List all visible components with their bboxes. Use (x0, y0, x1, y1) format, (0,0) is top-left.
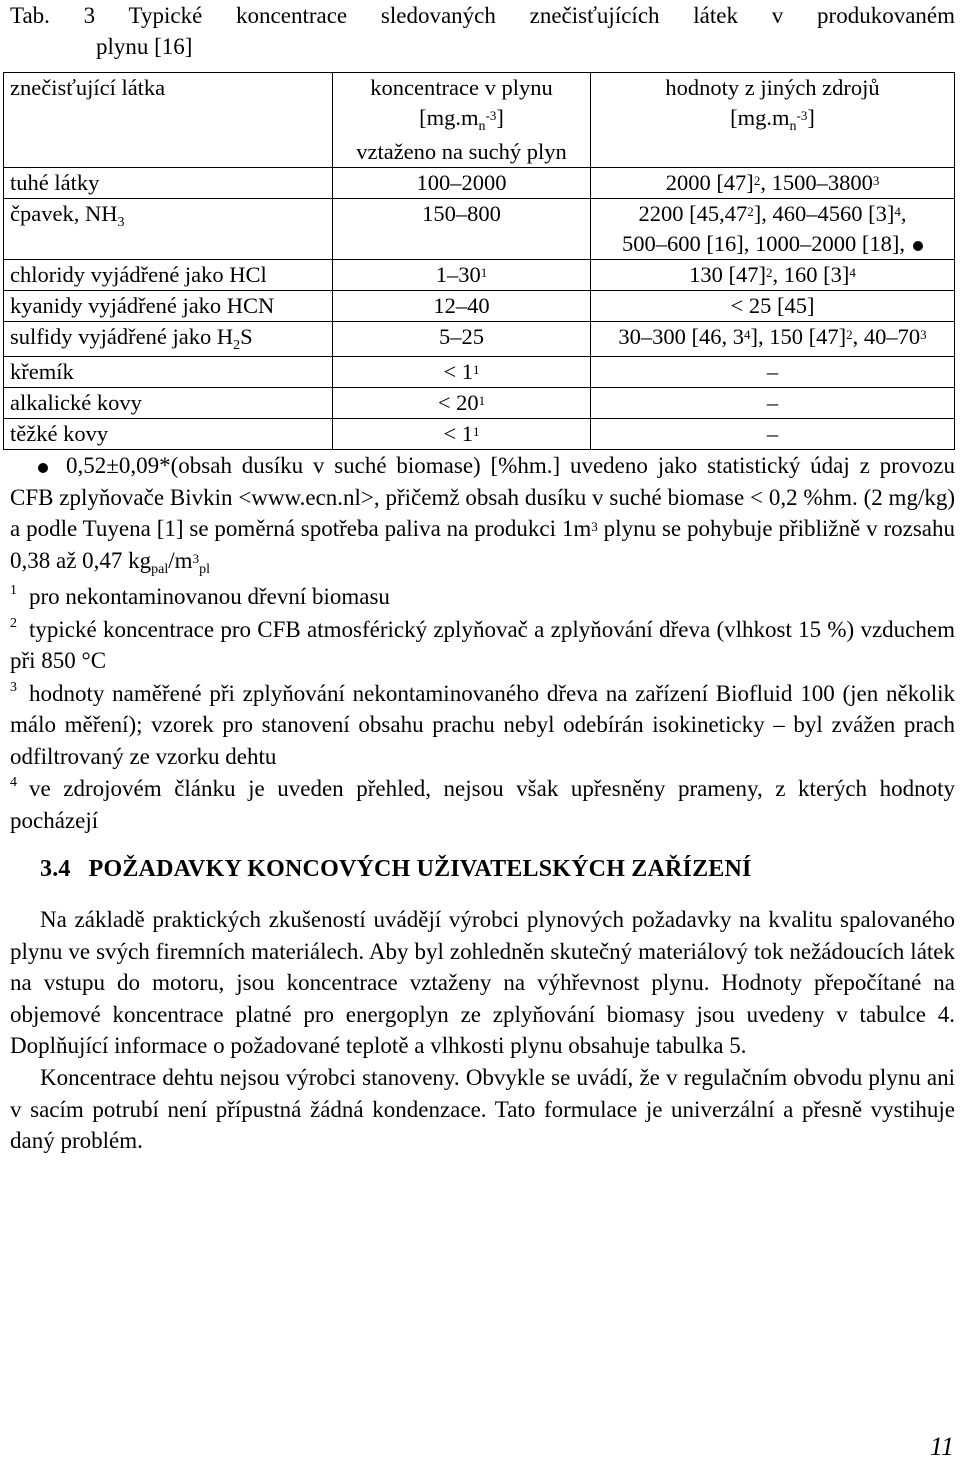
table-header-row (4, 73, 955, 168)
table-row (4, 168, 955, 199)
table-row (4, 322, 955, 357)
cell-text: < 20 (437, 390, 479, 415)
page-number: 11 (929, 1432, 954, 1461)
unit-post: ] (496, 105, 504, 130)
cell-pollutant (4, 322, 333, 357)
body-text (10, 904, 955, 1157)
bullet-dot-icon (913, 241, 923, 251)
bullet-dot-icon (38, 463, 48, 473)
footnote-mark: 1 (10, 583, 17, 598)
cell-text: 2000 [47] (665, 170, 754, 195)
footnote-2 (10, 614, 955, 677)
table-row (4, 199, 955, 260)
note-text: /m (168, 547, 193, 573)
header-concentration-basis: vztaženo na suchý plyn (356, 139, 567, 164)
unit-sup: -3 (485, 108, 497, 123)
cell-text: 2200 [45,47 (638, 201, 748, 226)
unit-post: ] (807, 105, 815, 130)
cell-pollutant: tuhé látky (4, 168, 333, 199)
cell-sup: 1 (478, 393, 486, 408)
header-other-sources-label: hodnoty z jiných zdrojů (665, 75, 880, 100)
header-pollutant-label: znečisťující látka (10, 75, 166, 100)
cell-sup: 1 (473, 424, 480, 439)
header-concentration-unit (333, 103, 590, 137)
cell-sup: 1 (473, 362, 480, 377)
note-sub: pl (199, 561, 210, 577)
cell-text: ], 150 [47] (750, 324, 847, 349)
footnote-mark: 3 (10, 679, 17, 695)
paragraph-1: Na základě praktických zkušeností uvádějí výrobci plynových požadavky na kvalitu spalovaného plynu ve svých firemních materiálech. Aby byl zohledněn skutečný materiálový tok nežádoucích látek na vstupu do motoru, jsou koncentrace vztaženy na výhřevnost plynu. Hodnoty přepočítané na objemové koncentrace platné pro energoplyn ze zplyňování biomasy jsou uvedeny v tabulce 4. Doplňující informace o požadované teplotě a vlhkosti plynu obsahuje tabulka 5. (10, 907, 955, 1059)
section-number: 3.4 (40, 856, 71, 882)
section-title: POŽADAVKY KONCOVÝCH UŽIVATELSKÝCH ZAŘÍZENÍ (88, 856, 752, 882)
footnote-4 (10, 773, 955, 836)
table-row (4, 388, 955, 419)
cell-text: < 1 (443, 359, 474, 384)
cell-text: 500–600 [16], 1000–2000 [18], (621, 231, 906, 256)
cell-line (591, 199, 954, 229)
cell-sup: 3 (920, 327, 927, 342)
cell-sub: 2 (233, 338, 241, 353)
footnote-1 (10, 581, 955, 613)
caption-line-2: plynu [16] (96, 34, 193, 59)
cell-sup: 2 (753, 173, 761, 188)
unit-pre: [mg.m (730, 105, 790, 130)
cell-concentration (333, 357, 591, 388)
cell-other: – (591, 357, 955, 388)
note-text: plynu se pohybuje přibližně v rozsahu 0,38 až 0,47 kg (10, 516, 956, 573)
caption-line-1: Tab. 3 Typické koncentrace sledovaných znečisťujících látek v produkovaném (10, 3, 955, 28)
unit-pre: [mg.m (419, 105, 479, 130)
cell-text: , 160 [3] (772, 262, 850, 287)
footnote-text: ve zdrojovém článku je uveden přehled, nejsou však upřesněny prameny, z kterých hodnoty pocházejí (10, 776, 955, 833)
table-row (4, 357, 955, 388)
table-caption (10, 0, 955, 62)
cell-sub: 3 (117, 215, 125, 230)
cell-sup: 2 (766, 265, 773, 280)
cell-concentration (333, 419, 591, 450)
cell-text: , 1500–3800 (760, 170, 873, 195)
cell-concentration: 100–2000 (333, 168, 591, 199)
header-other-sources-unit (591, 103, 954, 137)
unit-sub: n (789, 119, 797, 134)
footnote-text: pro nekontaminovanou dřevní biomasu (29, 584, 390, 609)
unit-sup: -3 (796, 108, 808, 123)
footnote-mark: 4 (10, 775, 17, 790)
cell-text: 30–300 [46, 3 (618, 324, 744, 349)
cell-text: ], 460–4560 [3] (753, 201, 895, 226)
cell-concentration: 12–40 (333, 291, 591, 322)
cell-other (591, 322, 955, 357)
cell-text: S (240, 324, 253, 349)
cell-other (591, 168, 955, 199)
cell-line (591, 229, 954, 259)
pollutant-table (3, 72, 955, 450)
note-sup: 3 (192, 550, 200, 566)
cell-text: sulfidy vyjádřené jako H (10, 324, 234, 349)
cell-other: < 25 [45] (591, 291, 955, 322)
section-heading (40, 856, 752, 883)
cell-sup: 3 (872, 173, 880, 188)
footnote-3 (10, 678, 955, 773)
footnote-text: hodnoty naměřené při zplyňování nekontaminovaného dřeva na zařízení Biofluid 100 (jen několik málo měření); vzorek pro stanovení obsahu prachu nebyl odebírán isokineticky – byl zvážen prach odfiltrovaný ze vzorku dehtu (10, 680, 955, 769)
cell-other (591, 260, 955, 291)
table-notes (10, 450, 955, 836)
bullet-note (10, 450, 955, 580)
cell-text: 1–30 (435, 262, 481, 287)
footnote-mark: 2 (10, 615, 17, 631)
note-sub: pal (151, 561, 169, 577)
cell-text: < 1 (443, 421, 474, 446)
paragraph-2: Koncentrace dehtu nejsou výrobci stanoveny. Obvykle se uvádí, že v regulačním obvodu plynu ani v sacím potrubí není přípustná žádná kondenzace. Tato formulace je univerzální a přesně vystihuje daný problém. (10, 1064, 955, 1154)
footnote-text: typické koncentrace pro CFB atmosférický zplyňovač a zplyňování dřeva (vlhkost 15 %) vzduchem při 850 °C (10, 616, 955, 673)
cell-pollutant: křemík (4, 357, 333, 388)
unit-sub: n (478, 119, 486, 134)
header-concentration-label: koncentrace v plynu (370, 75, 553, 100)
cell-text: , (900, 201, 907, 226)
table-row (4, 291, 955, 322)
cell-sup: 4 (744, 327, 751, 342)
cell-text: čpavek, NH (10, 201, 118, 226)
table-row (4, 260, 955, 291)
cell-other (591, 199, 955, 260)
cell-text: , 40–70 (852, 324, 921, 349)
cell-pollutant: kyanidy vyjádřené jako HCN (4, 291, 333, 322)
header-other-sources (591, 73, 955, 168)
cell-sup: 2 (846, 327, 853, 342)
cell-sup: 4 (849, 265, 856, 280)
cell-concentration: 5–25 (333, 322, 591, 357)
cell-pollutant: těžké kovy (4, 419, 333, 450)
cell-pollutant: chloridy vyjádřené jako HCl (4, 260, 333, 291)
cell-other: – (591, 419, 955, 450)
cell-sup: 4 (894, 204, 901, 219)
cell-concentration (333, 388, 591, 419)
note-sup: 3 (591, 519, 598, 534)
cell-pollutant: alkalické kovy (4, 388, 333, 419)
header-pollutant (4, 73, 333, 168)
cell-other: – (591, 388, 955, 419)
cell-text: 130 [47] (689, 262, 766, 287)
cell-concentration: 150–800 (333, 199, 591, 260)
table-row (4, 419, 955, 450)
cell-sup: 2 (747, 204, 754, 219)
note-text: 0,52±0,09*(obsah dusíku v suché biomase) [%hm.] uvedeno jako statistický údaj z provozu CFB zplyňovače Bivkin <www.ecn.nl>, přičemž obsah dusíku v suché biomase < 0,2 %hm. (2 mg/kg) a podle Tuyena [1] se poměrná spotřeba paliva na produkci 1m (10, 453, 955, 541)
cell-concentration (333, 260, 591, 291)
cell-sup: 1 (480, 265, 488, 280)
cell-pollutant (4, 199, 333, 260)
header-concentration (333, 73, 591, 168)
